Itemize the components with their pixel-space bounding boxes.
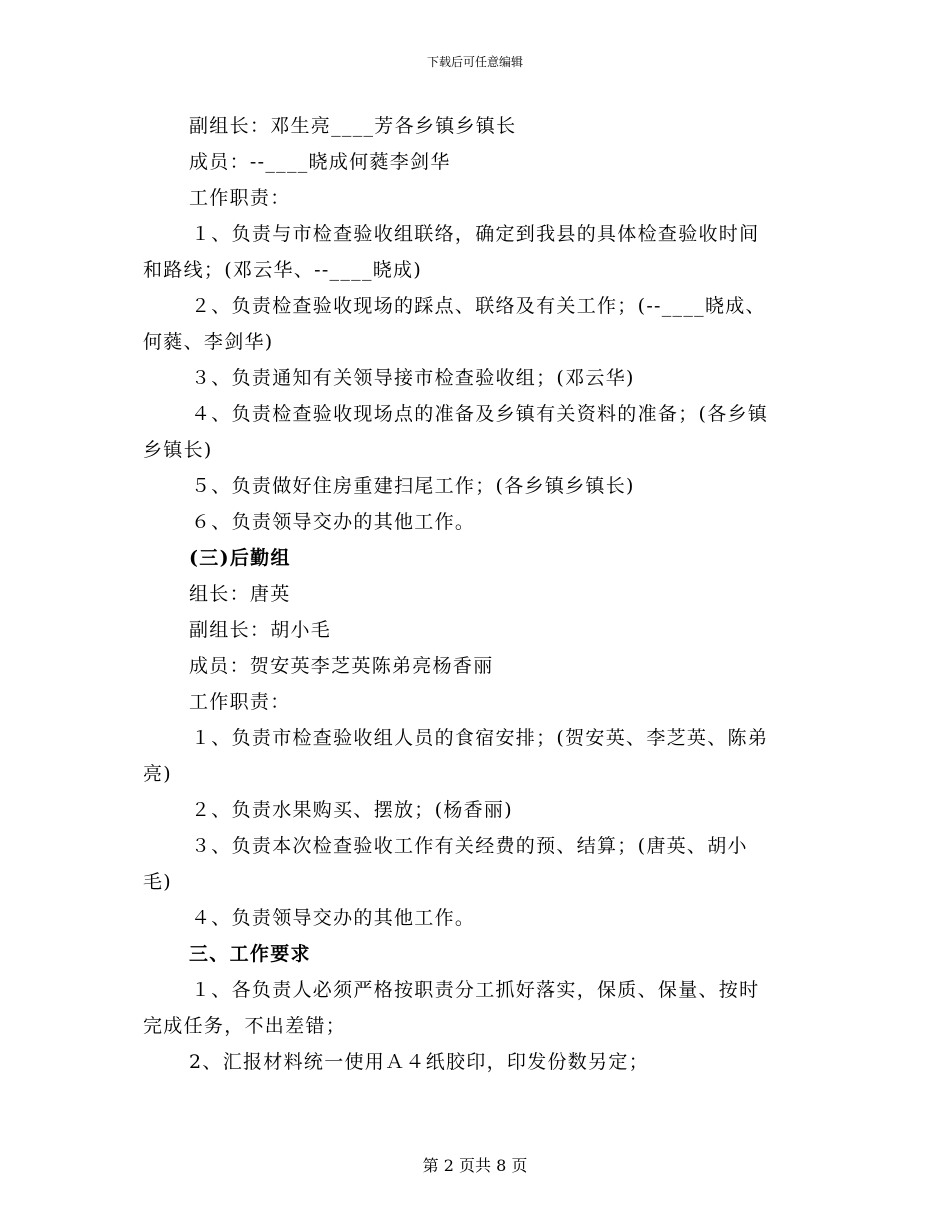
paragraph-line: 副组长：邓生亮____芳各乡镇乡镇长 <box>189 115 517 137</box>
paragraph-line: ２、负责检查验收现场的踩点、联络及有关工作；(--____晓成、 <box>191 295 766 317</box>
paragraph-line: 亮) <box>143 763 173 785</box>
paragraph-line: ４、负责检查验收现场点的准备及乡镇有关资料的准备；(各乡镇 <box>191 403 769 425</box>
paragraph-line: ３、负责通知有关领导接市检查验收组；(邓云华) <box>191 367 635 389</box>
paragraph-line: １、负责与市检查验收组联络，确定到我县的具体检查验收时间 <box>191 223 760 245</box>
paragraph-line: １、负责市检查验收组人员的食宿安排；(贺安英、李芝英、陈弟 <box>191 727 769 749</box>
paragraph-line: 成员：--____晓成何蕤李剑华 <box>189 151 451 173</box>
paragraph-line: 副组长：胡小毛 <box>189 619 332 641</box>
section-heading: 三、工作要求 <box>189 943 311 965</box>
paragraph-line: ６、负责领导交办的其他工作。 <box>191 511 476 533</box>
paragraph-line: ４、负责领导交办的其他工作。 <box>191 907 476 929</box>
paragraph-line: 何蕤、李剑华) <box>143 331 274 353</box>
paragraph-line: 工作职责： <box>189 691 291 713</box>
paragraph-line: 和路线；(邓云华、--____晓成) <box>143 259 423 281</box>
page-header: 下载后可任意编辑 <box>426 55 523 69</box>
document-body <box>143 108 813 1080</box>
page-footer: 第 2 页共 8 页 <box>422 1156 528 1175</box>
paragraph-line: １、各负责人必须严格按职责分工抓好落实，保质、保量、按时 <box>191 979 760 1001</box>
paragraph-line: 毛) <box>143 871 173 893</box>
paragraph-line: 2、汇报材料统一使用Ａ４纸胶印，印发份数另定； <box>189 1051 649 1073</box>
section-heading: (三)后勤组 <box>189 547 291 569</box>
paragraph-line: 成员：贺安英李芝英陈弟亮杨香丽 <box>189 655 494 677</box>
paragraph-line: 乡镇长) <box>143 439 213 461</box>
paragraph-line: ２、负责水果购买、摆放；(杨香丽) <box>191 799 513 821</box>
paragraph-line: 组长：唐英 <box>189 583 291 605</box>
paragraph-line: ５、负责做好住房重建扫尾工作；(各乡镇乡镇长) <box>191 475 635 497</box>
paragraph-line: 工作职责： <box>189 187 291 209</box>
paragraph-line: 完成任务，不出差错； <box>143 1015 347 1037</box>
paragraph-line: ３、负责本次检查验收工作有关经费的预、结算；(唐英、胡小 <box>191 835 748 857</box>
